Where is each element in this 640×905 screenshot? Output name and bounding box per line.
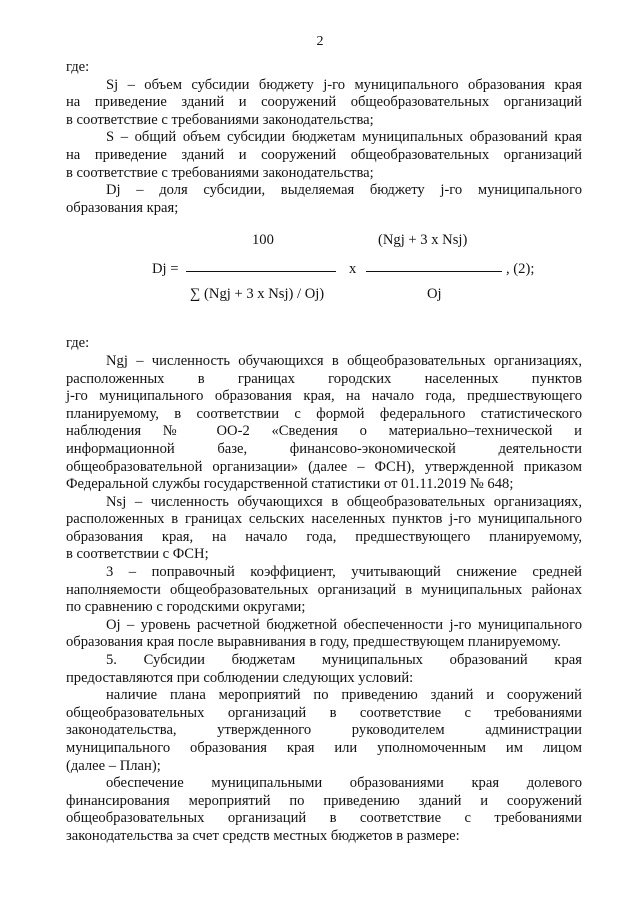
plan-line-1: наличие плана мероприятий по приведению зданий и сооружений <box>106 687 582 704</box>
where-label: где: <box>66 59 90 75</box>
s-line-3: в соответствие с требованиями законодательства; <box>66 164 374 181</box>
ngj-line-7: общеобразовательной организации» (далее – ФСН), утвержденной приказом <box>66 458 582 475</box>
s-line-1: S – общий объем субсидии бюджетам муниципальных образований края <box>106 129 582 146</box>
nsj-line-4: в соответствии с ФСН; <box>66 546 209 563</box>
sj-line-2: на приведение зданий и сооружений общеобразовательных организаций <box>66 94 582 111</box>
formula-2 <box>66 217 582 335</box>
sj-line-3: в соответствие с требованиями законодательства; <box>66 111 374 128</box>
plan-line-5: (далее – План); <box>66 757 161 774</box>
coef-line-1: 3 – поправочный коэффициент, учитывающий снижение средней <box>106 564 582 581</box>
fraction-bar-2 <box>366 271 502 272</box>
nsj-line-3: образования края, на начало года, предшествующего планируемому, <box>66 528 582 545</box>
clause5-line-2: предоставляются при соблюдении следующих условий: <box>66 669 414 686</box>
oj-line-2: образования края после выравнивания в году, предшествующем планируемому. <box>66 634 561 651</box>
ngj-line-8: Федеральной службы государственной статистики от 01.11.2019 № 648; <box>66 476 514 493</box>
nsj-line-1: Nsj – численность обучающихся в общеобразовательных организациях, <box>106 493 582 510</box>
sj-line-1: Sj – объем субсидии бюджету j-го муниципального образования края <box>106 76 582 93</box>
oj-line-1: Oj – уровень расчетной бюджетной обеспеченности j-го муниципального <box>106 616 582 633</box>
formula-lhs: Dj = <box>152 261 179 278</box>
coef-line-3: по сравнению с городскими округами; <box>66 599 306 616</box>
nsj-line-2: расположенных в границах сельских населенных пунктов j-го муниципального <box>66 511 582 528</box>
ngj-line-2: расположенных в границах городских населенных пунктов <box>66 370 582 387</box>
formula-den1: ∑ (Ngj + 3 x Nsj) / Oj) <box>190 286 325 303</box>
dj-line-1: Dj – доля субсидии, выделяемая бюджету j-го муниципального <box>106 182 582 199</box>
formula-tail: , (2); <box>506 261 535 278</box>
ngj-line-6: информационной базе, финансово-экономической деятельности <box>66 440 582 457</box>
clause5-line-1: 5. Субсидии бюджетам муниципальных образований края <box>106 652 582 669</box>
ngj-line-3: j-го муниципального образования края, на начало года, предшествующего <box>66 388 582 405</box>
page-number: 2 <box>316 34 324 49</box>
plan-line-2: общеобразовательных организаций в соответствие с требованиями <box>66 704 582 721</box>
plan-line-4: муниципального образования края или уполномоченным им лицом <box>66 740 582 756</box>
s-line-2: на приведение зданий и сооружений общеобразовательных организаций <box>66 146 582 163</box>
document-body <box>66 59 582 846</box>
formula-num1: 100 <box>252 232 274 249</box>
ngj-line-4: планируемому, в соответствии с формой федерального статистического <box>66 405 582 422</box>
fin-line-1: обеспечение муниципальными образованиями края долевого <box>106 775 582 792</box>
plan-line-3: законодательства, утвержденного руководителем администрации <box>66 722 582 739</box>
ngj-line-5: наблюдения № ОО-2 «Сведения о материально–технической и <box>66 423 582 440</box>
coef-line-2: наполняемости общеобразовательных организаций в муниципальных районах <box>66 581 582 598</box>
fraction-bar-1 <box>186 271 336 272</box>
formula-num2: (Ngj + 3 x Nsj) <box>378 232 468 249</box>
fin-line-3: общеобразовательных организаций в соответствие с требованиями <box>66 810 582 827</box>
dj-line-2: образования края; <box>66 199 179 216</box>
fin-line-4: законодательства за счет средств местных бюджетов в размере: <box>66 827 460 844</box>
where-label-2: где: <box>66 335 90 352</box>
formula-den2: Oj <box>427 286 442 303</box>
ngj-line-1: Ngj – численность обучающихся в общеобразовательных организациях, <box>106 352 582 369</box>
fin-line-2: финансирования мероприятий по приведению зданий и сооружений <box>66 792 582 809</box>
formula-times: x <box>349 261 357 278</box>
